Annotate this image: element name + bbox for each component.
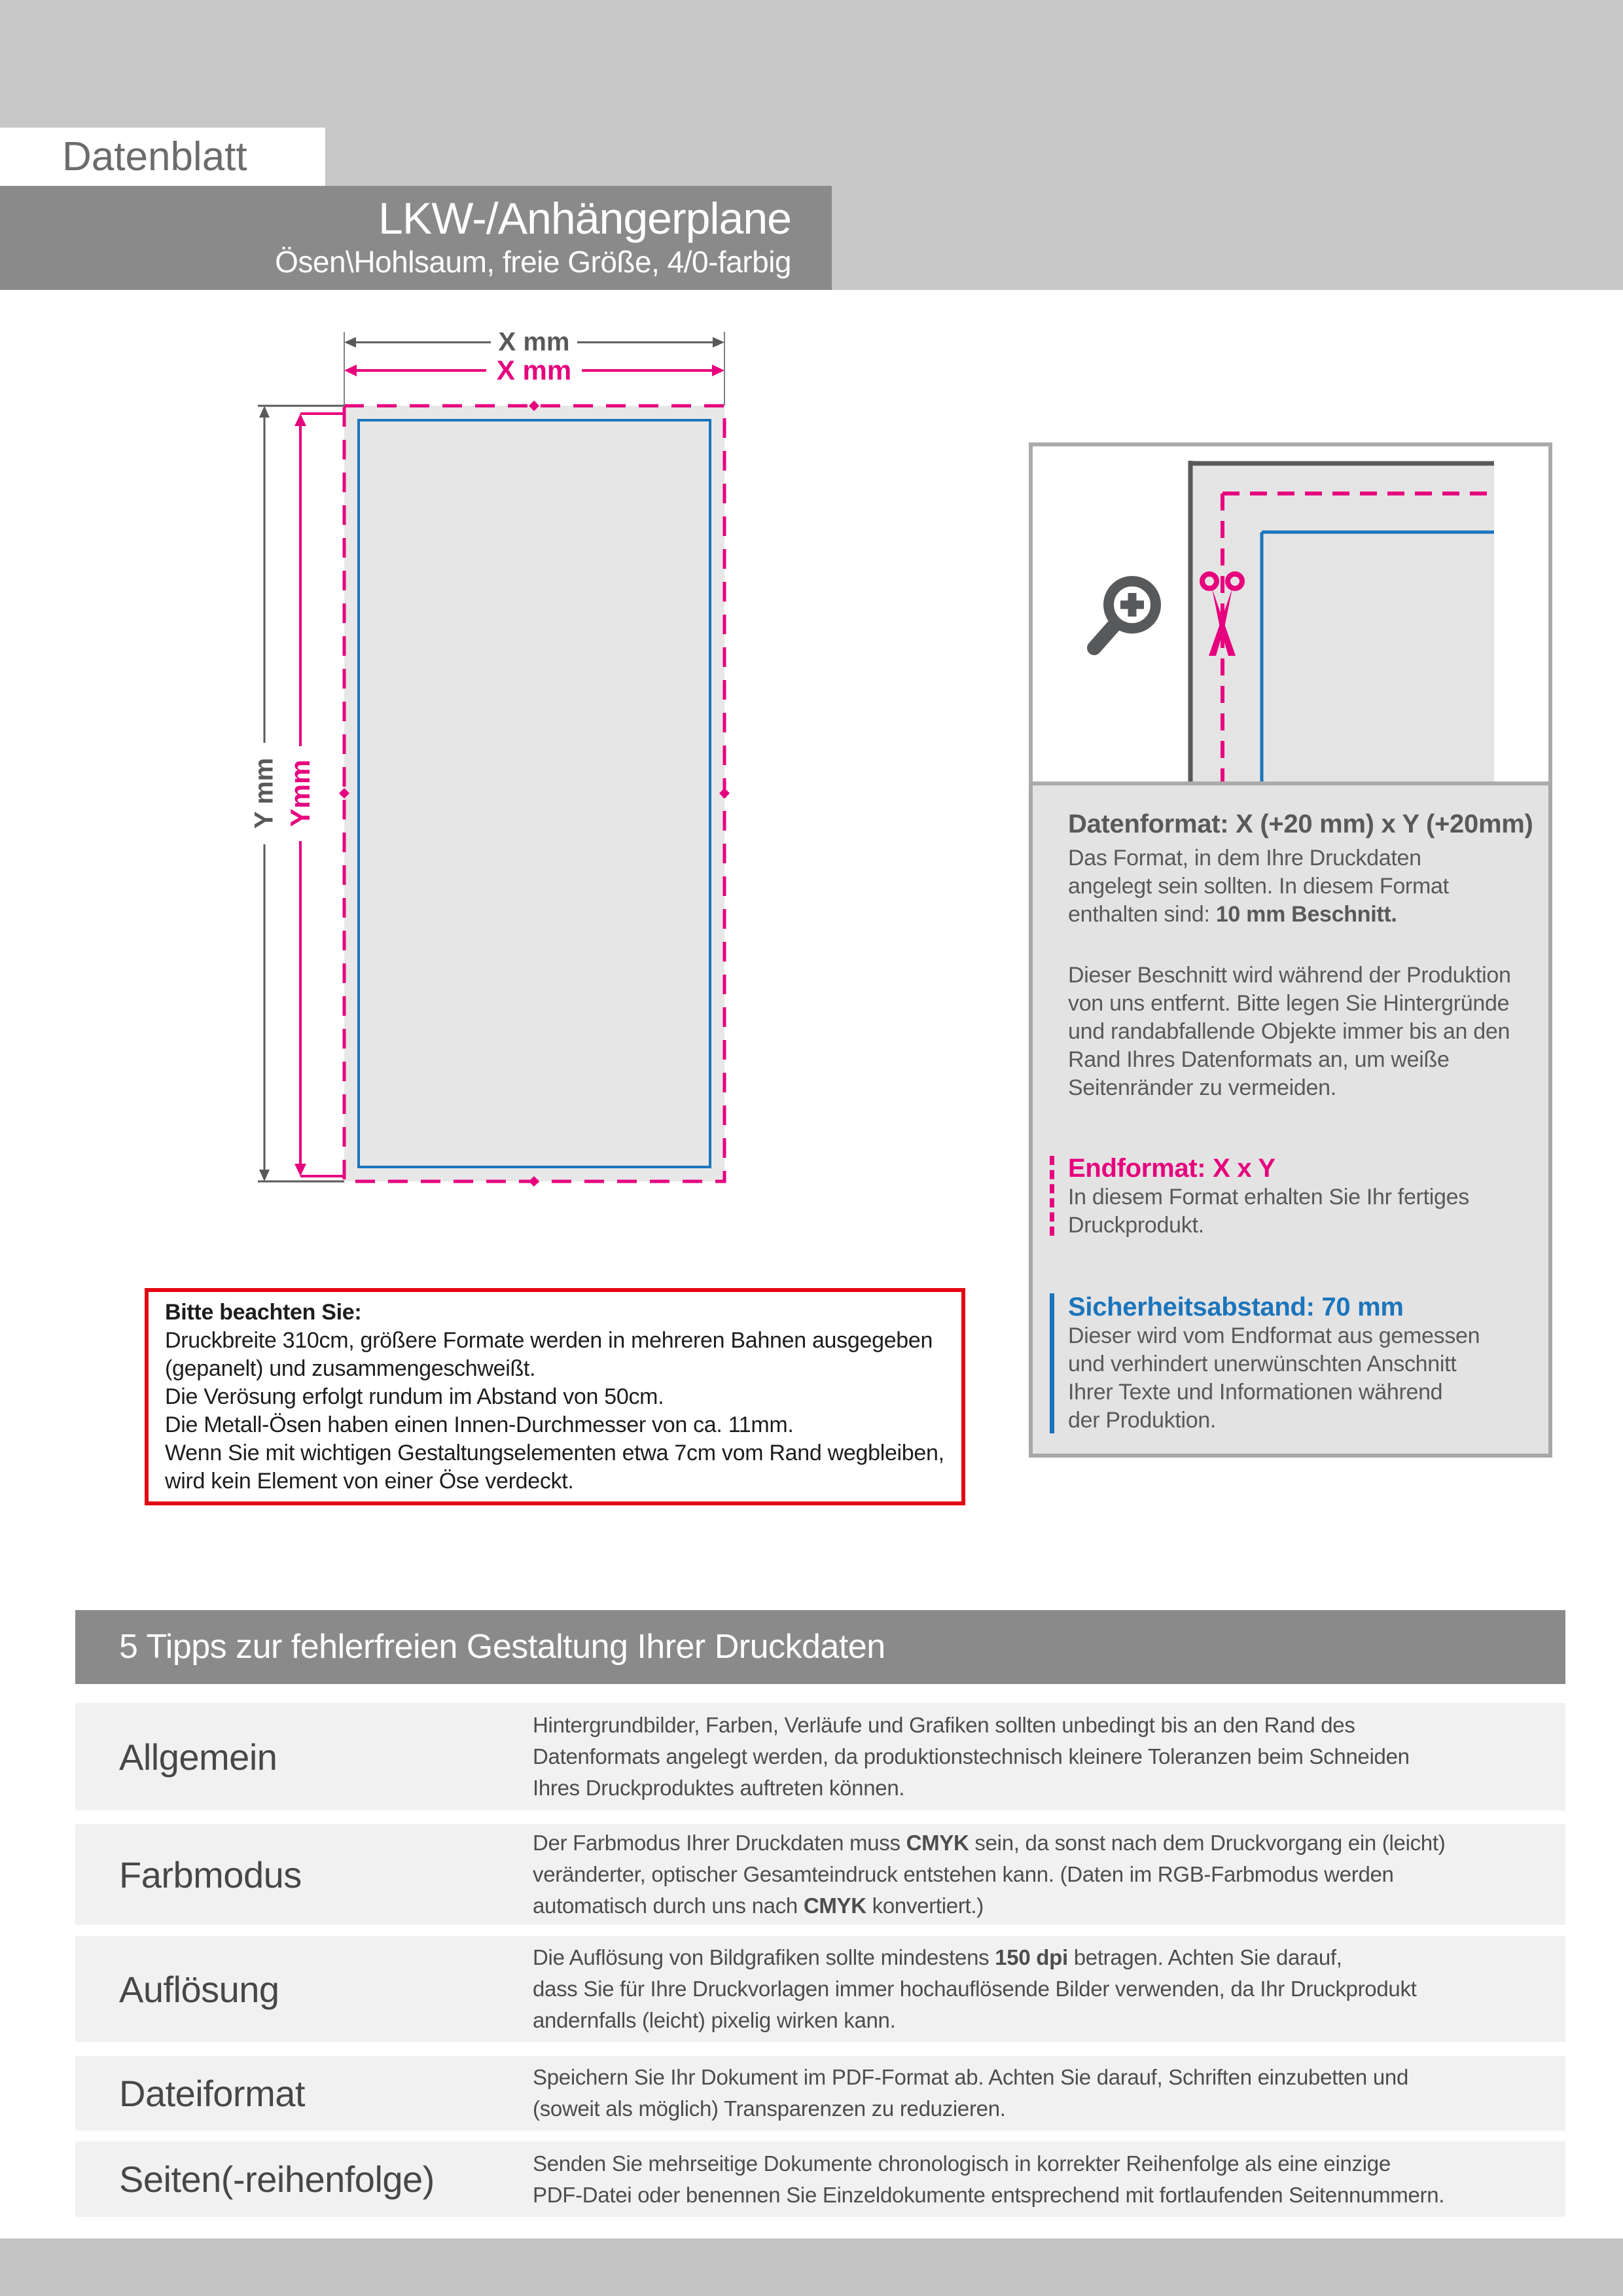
tip-description: Der Farbmodus Ihrer Druckdaten muss CMYK sein, da sonst nach dem Druckvorgang ein (leicht) veränderter, optischer Gesamteindruck entstehen kann. (Daten im RGB-Farbmodus werden automatisch durch uns nach CMYK konvertiert.) (533, 1831, 1446, 1918)
tip-label: Allgemein (119, 1736, 277, 1778)
datenformat-title: Datenformat: X (+20 mm) x Y (+20mm) (1068, 810, 1533, 838)
sicherheitsabstand-section (1068, 1292, 1529, 1435)
tip-label: Farbmodus (119, 1854, 302, 1895)
sicherheitsabstand-accent-line (1050, 1293, 1054, 1433)
tips-banner (75, 1610, 1565, 1684)
tip-description: Hintergrundbilder, Farben, Verläufe und Grafiken sollten unbedingt bis an den Rand des Datenformats angelegt werden, da produktionstechnisch kleinere Toleranzen beim Schneiden Ihres Druckproduktes auftreten können. (533, 1713, 1410, 1800)
tip-description: Die Auflösung von Bildgrafiken sollte mindestens 150 dpi betragen. Achten Sie darauf, dass Sie für Ihre Druckvorlagen immer hochauflösende Bilder verwenden, da Ihr Druckprodukt andernfalls (leicht) pixelig wirken kann. (533, 1945, 1417, 2032)
datenformat-rect (344, 406, 724, 1181)
endformat-text: In diesem Format erhalten Sie Ihr fertiges Druckprodukt. (1068, 1185, 1469, 1238)
tip-label: Dateiformat (119, 2072, 305, 2114)
datenformat-text-1: Das Format, in dem Ihre Druckdaten angelegt sein sollten. In diesem Format enthalten sind: 10 mm Beschnitt. (1068, 846, 1449, 927)
footer-bar (0, 2238, 1623, 2296)
datenformat-section (1068, 809, 1533, 1102)
format-info-box (1029, 785, 1552, 1458)
datenblatt-label: Datenblatt (62, 134, 247, 179)
tips-banner-title: 5 Tipps zur fehlerfreien Gestaltung Ihrer Druckdaten (119, 1628, 885, 1666)
corner-zoom-panel (1029, 442, 1552, 785)
y-dimension-label-outer: Y mm (249, 757, 279, 829)
sicherheitsabstand-title: Sicherheitsabstand: 70 mm (1068, 1293, 1404, 1321)
endformat-title: Endformat: X x Y (1068, 1154, 1275, 1183)
tip-description: Speichern Sie Ihr Dokument im PDF-Format ab. Achten Sie darauf, Schriften einzubetten und (soweit als möglich) Transparenzen zu reduzieren. (533, 2065, 1408, 2121)
tip-row-allgemein (75, 1703, 1565, 1810)
note-box: Bitte beachten Sie: Druckbreite 310cm, größere Formate werden in mehreren Bahnen ausgegeben (gepanelt) und zusammengeschweißt. Die Verösung erfolgt rundum im Abstand von 50cm. Die Metall-Ösen haben einen Innen-Durchmesser von ca. 11mm. Wenn Sie mit wichtigen Gestaltungselementen etwa 7cm vom Rand wegbleiben, wird kein Element von einer Öse verdeckt. (145, 1288, 965, 1505)
tip-description: Senden Sie mehrseitige Dokumente chronologisch in korrekter Reihenfolge als eine einzige PDF-Datei oder benennen Sie Einzeldokumente entsprechend mit fortlaufenden Seitennummern. (533, 2151, 1445, 2207)
endformat-accent-line (1050, 1156, 1054, 1236)
tip-label: Seiten(-reihenfolge) (119, 2159, 435, 2200)
tip-row-dateiformat (75, 2056, 1565, 2130)
y-dimension-label-inner: Ymm (285, 759, 315, 827)
x-dimension-label-outer: X mm (498, 327, 570, 357)
sicherheitsabstand-text: Dieser wird vom Endformat aus gemessen und verhindert unerwünschten Anschnitt Ihrer Texte und Informationen während der Produktion. (1068, 1323, 1480, 1433)
scissors-icon (1198, 571, 1247, 662)
datenblatt-label-box (0, 128, 325, 186)
zoom-in-icon (1084, 573, 1165, 661)
product-title: LKW-/Anhängerplane (378, 194, 791, 243)
product-title-banner (0, 186, 832, 290)
tip-row-aufloesung (75, 1936, 1565, 2042)
datenformat-text-2: Dieser Beschnitt wird während der Produktion von uns entfernt. Bitte legen Sie Hintergründe und randabfallende Objekte immer bis an den Rand Ihres Datenformats an, um weiße Seitenränder zu vermeiden. (1068, 963, 1511, 1100)
endformat-section (1068, 1153, 1529, 1240)
tip-label: Auflösung (119, 1968, 279, 2010)
tip-row-farbmodus (75, 1824, 1565, 1925)
x-dimension-label-inner: X mm (496, 355, 572, 386)
product-subtitle: Ösen\Hohlsaum, freie Größe, 4/0-farbig (275, 245, 791, 279)
tip-row-seitenreihenfolge (75, 2142, 1565, 2217)
